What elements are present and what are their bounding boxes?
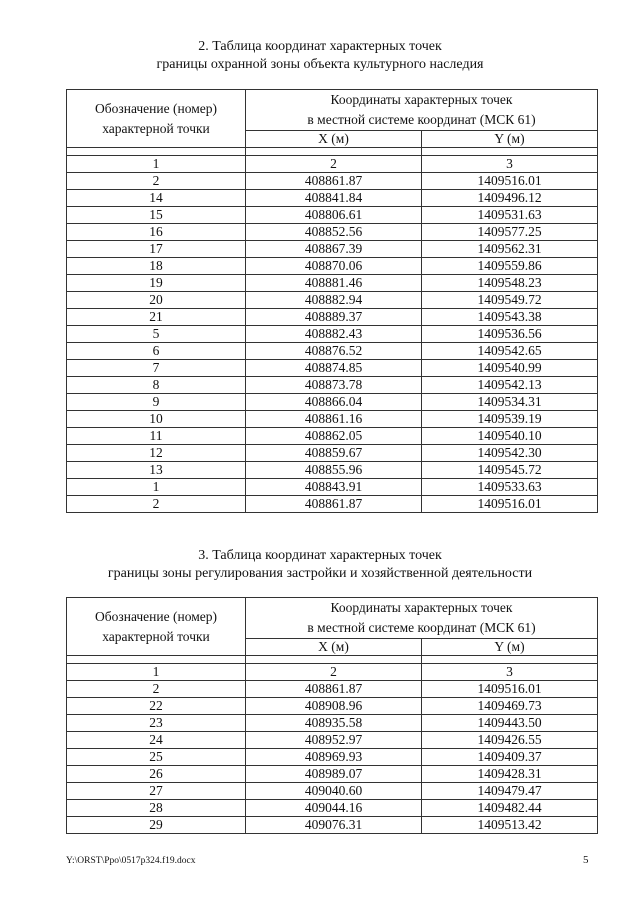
y-coordinate-cell: 1409496.12 bbox=[422, 190, 598, 207]
table-row bbox=[67, 428, 598, 445]
table-row bbox=[67, 800, 598, 817]
point-column-header: Обозначение (номер) характерной точки bbox=[67, 90, 246, 148]
x-coordinate-cell: 408889.37 bbox=[246, 309, 422, 326]
x-column-header: X (м) bbox=[246, 131, 422, 148]
x-coordinate-cell: 408862.05 bbox=[246, 428, 422, 445]
x-coordinate-cell: 408989.07 bbox=[246, 766, 422, 783]
x-coordinate-cell: 408843.91 bbox=[246, 479, 422, 496]
table-row bbox=[67, 173, 598, 190]
coords-column-header: Координаты характерных точек в местной системе координат (МСК 61) bbox=[246, 90, 598, 131]
y-coordinate-cell: 1409542.13 bbox=[422, 377, 598, 394]
point-number-cell: 21 bbox=[67, 309, 246, 326]
point-number-cell: 1 bbox=[67, 479, 246, 496]
table-row bbox=[67, 343, 598, 360]
table-row bbox=[67, 360, 598, 377]
y-coordinate-cell: 1409469.73 bbox=[422, 698, 598, 715]
table-row bbox=[67, 462, 598, 479]
column-number-row: 1 2 3 bbox=[67, 156, 598, 173]
section-3-title-line1: 3. Таблица координат характерных точек bbox=[198, 548, 442, 563]
section-2-title-line2: границы охранной зоны объекта культурного наследия bbox=[156, 57, 484, 72]
x-coordinate-cell: 408859.67 bbox=[246, 445, 422, 462]
y-column-header: Y (м) bbox=[422, 131, 598, 148]
x-coordinate-cell: 408861.87 bbox=[246, 681, 422, 698]
x-coordinate-cell: 408908.96 bbox=[246, 698, 422, 715]
y-coordinate-cell: 1409428.31 bbox=[422, 766, 598, 783]
y-coordinate-cell: 1409516.01 bbox=[422, 173, 598, 190]
y-coordinate-cell: 1409533.63 bbox=[422, 479, 598, 496]
y-coordinate-cell: 1409531.63 bbox=[422, 207, 598, 224]
table-row bbox=[67, 326, 598, 343]
table-row bbox=[67, 224, 598, 241]
y-coordinate-cell: 1409426.55 bbox=[422, 732, 598, 749]
y-coordinate-cell: 1409562.31 bbox=[422, 241, 598, 258]
y-coordinate-cell: 1409540.99 bbox=[422, 360, 598, 377]
point-number-cell: 6 bbox=[67, 343, 246, 360]
x-coordinate-cell: 408861.87 bbox=[246, 173, 422, 190]
page-number: 5 bbox=[583, 854, 589, 866]
point-number-cell: 2 bbox=[67, 681, 246, 698]
point-number-cell: 15 bbox=[67, 207, 246, 224]
x-coordinate-cell: 408852.56 bbox=[246, 224, 422, 241]
table-row bbox=[67, 241, 598, 258]
point-number-cell: 16 bbox=[67, 224, 246, 241]
point-number-cell: 22 bbox=[67, 698, 246, 715]
table-row bbox=[67, 766, 598, 783]
point-number-cell: 18 bbox=[67, 258, 246, 275]
table-row bbox=[67, 783, 598, 800]
table-row bbox=[67, 258, 598, 275]
x-coordinate-cell: 408861.16 bbox=[246, 411, 422, 428]
x-coordinate-cell: 408870.06 bbox=[246, 258, 422, 275]
y-column-header: Y (м) bbox=[422, 639, 598, 656]
x-coordinate-cell: 408876.52 bbox=[246, 343, 422, 360]
x-coordinate-cell: 408935.58 bbox=[246, 715, 422, 732]
y-coordinate-cell: 1409482.44 bbox=[422, 800, 598, 817]
point-number-cell: 12 bbox=[67, 445, 246, 462]
table-row bbox=[67, 411, 598, 428]
y-coordinate-cell: 1409443.50 bbox=[422, 715, 598, 732]
section-3-title bbox=[0, 547, 640, 583]
x-coordinate-cell: 408861.87 bbox=[246, 496, 422, 513]
file-path: Y:\ORST\Ppo\0517p324.f19.docx bbox=[66, 856, 196, 866]
point-number-cell: 9 bbox=[67, 394, 246, 411]
x-coordinate-cell: 408855.96 bbox=[246, 462, 422, 479]
coordinates-table-section-3 bbox=[66, 597, 598, 834]
y-coordinate-cell: 1409536.56 bbox=[422, 326, 598, 343]
x-coordinate-cell: 409044.16 bbox=[246, 800, 422, 817]
y-coordinate-cell: 1409577.25 bbox=[422, 224, 598, 241]
point-number-cell: 24 bbox=[67, 732, 246, 749]
table-row bbox=[67, 496, 598, 513]
point-number-cell: 26 bbox=[67, 766, 246, 783]
point-number-cell: 29 bbox=[67, 817, 246, 834]
table-row bbox=[67, 207, 598, 224]
point-number-cell: 27 bbox=[67, 783, 246, 800]
y-coordinate-cell: 1409513.42 bbox=[422, 817, 598, 834]
table-row bbox=[67, 749, 598, 766]
x-coordinate-cell: 408882.43 bbox=[246, 326, 422, 343]
y-coordinate-cell: 1409549.72 bbox=[422, 292, 598, 309]
table-row bbox=[67, 275, 598, 292]
x-coordinate-cell: 409076.31 bbox=[246, 817, 422, 834]
point-column-header: Обозначение (номер) характерной точки bbox=[67, 598, 246, 656]
table-row bbox=[67, 479, 598, 496]
y-coordinate-cell: 1409516.01 bbox=[422, 681, 598, 698]
x-coordinate-cell: 408866.04 bbox=[246, 394, 422, 411]
y-coordinate-cell: 1409543.38 bbox=[422, 309, 598, 326]
point-number-cell: 19 bbox=[67, 275, 246, 292]
x-coordinate-cell: 408806.61 bbox=[246, 207, 422, 224]
coordinates-table-section-2 bbox=[66, 89, 598, 513]
point-number-cell: 23 bbox=[67, 715, 246, 732]
x-coordinate-cell: 408881.46 bbox=[246, 275, 422, 292]
point-number-cell: 14 bbox=[67, 190, 246, 207]
point-number-cell: 17 bbox=[67, 241, 246, 258]
x-coordinate-cell: 408882.94 bbox=[246, 292, 422, 309]
point-number-cell: 2 bbox=[67, 496, 246, 513]
x-coordinate-cell: 408874.85 bbox=[246, 360, 422, 377]
table-row bbox=[67, 292, 598, 309]
table-row bbox=[67, 394, 598, 411]
x-coordinate-cell: 408841.84 bbox=[246, 190, 422, 207]
table-row bbox=[67, 732, 598, 749]
y-coordinate-cell: 1409409.37 bbox=[422, 749, 598, 766]
y-coordinate-cell: 1409559.86 bbox=[422, 258, 598, 275]
point-number-cell: 20 bbox=[67, 292, 246, 309]
point-number-cell: 5 bbox=[67, 326, 246, 343]
table-row bbox=[67, 309, 598, 326]
y-coordinate-cell: 1409542.65 bbox=[422, 343, 598, 360]
table-row bbox=[67, 698, 598, 715]
column-number-row: 1 2 3 bbox=[67, 664, 598, 681]
table-row bbox=[67, 377, 598, 394]
y-coordinate-cell: 1409516.01 bbox=[422, 496, 598, 513]
y-coordinate-cell: 1409545.72 bbox=[422, 462, 598, 479]
y-coordinate-cell: 1409479.47 bbox=[422, 783, 598, 800]
table-row bbox=[67, 190, 598, 207]
x-coordinate-cell: 409040.60 bbox=[246, 783, 422, 800]
point-number-cell: 7 bbox=[67, 360, 246, 377]
y-coordinate-cell: 1409542.30 bbox=[422, 445, 598, 462]
coords-column-header: Координаты характерных точек в местной системе координат (МСК 61) bbox=[246, 598, 598, 639]
y-coordinate-cell: 1409539.19 bbox=[422, 411, 598, 428]
x-column-header: X (м) bbox=[246, 639, 422, 656]
x-coordinate-cell: 408969.93 bbox=[246, 749, 422, 766]
table-row bbox=[67, 681, 598, 698]
point-number-cell: 28 bbox=[67, 800, 246, 817]
y-coordinate-cell: 1409540.10 bbox=[422, 428, 598, 445]
x-coordinate-cell: 408873.78 bbox=[246, 377, 422, 394]
point-number-cell: 13 bbox=[67, 462, 246, 479]
point-number-cell: 10 bbox=[67, 411, 246, 428]
point-number-cell: 25 bbox=[67, 749, 246, 766]
point-number-cell: 2 bbox=[67, 173, 246, 190]
section-2-title bbox=[0, 38, 640, 74]
table-row bbox=[67, 715, 598, 732]
y-coordinate-cell: 1409534.31 bbox=[422, 394, 598, 411]
section-2-title-line1: 2. Таблица координат характерных точек bbox=[198, 39, 442, 54]
x-coordinate-cell: 408867.39 bbox=[246, 241, 422, 258]
table-row bbox=[67, 817, 598, 834]
x-coordinate-cell: 408952.97 bbox=[246, 732, 422, 749]
section-3-title-line2: границы зоны регулирования застройки и хозяйственной деятельности bbox=[107, 566, 533, 581]
table-row bbox=[67, 445, 598, 462]
point-number-cell: 11 bbox=[67, 428, 246, 445]
point-number-cell: 8 bbox=[67, 377, 246, 394]
y-coordinate-cell: 1409548.23 bbox=[422, 275, 598, 292]
